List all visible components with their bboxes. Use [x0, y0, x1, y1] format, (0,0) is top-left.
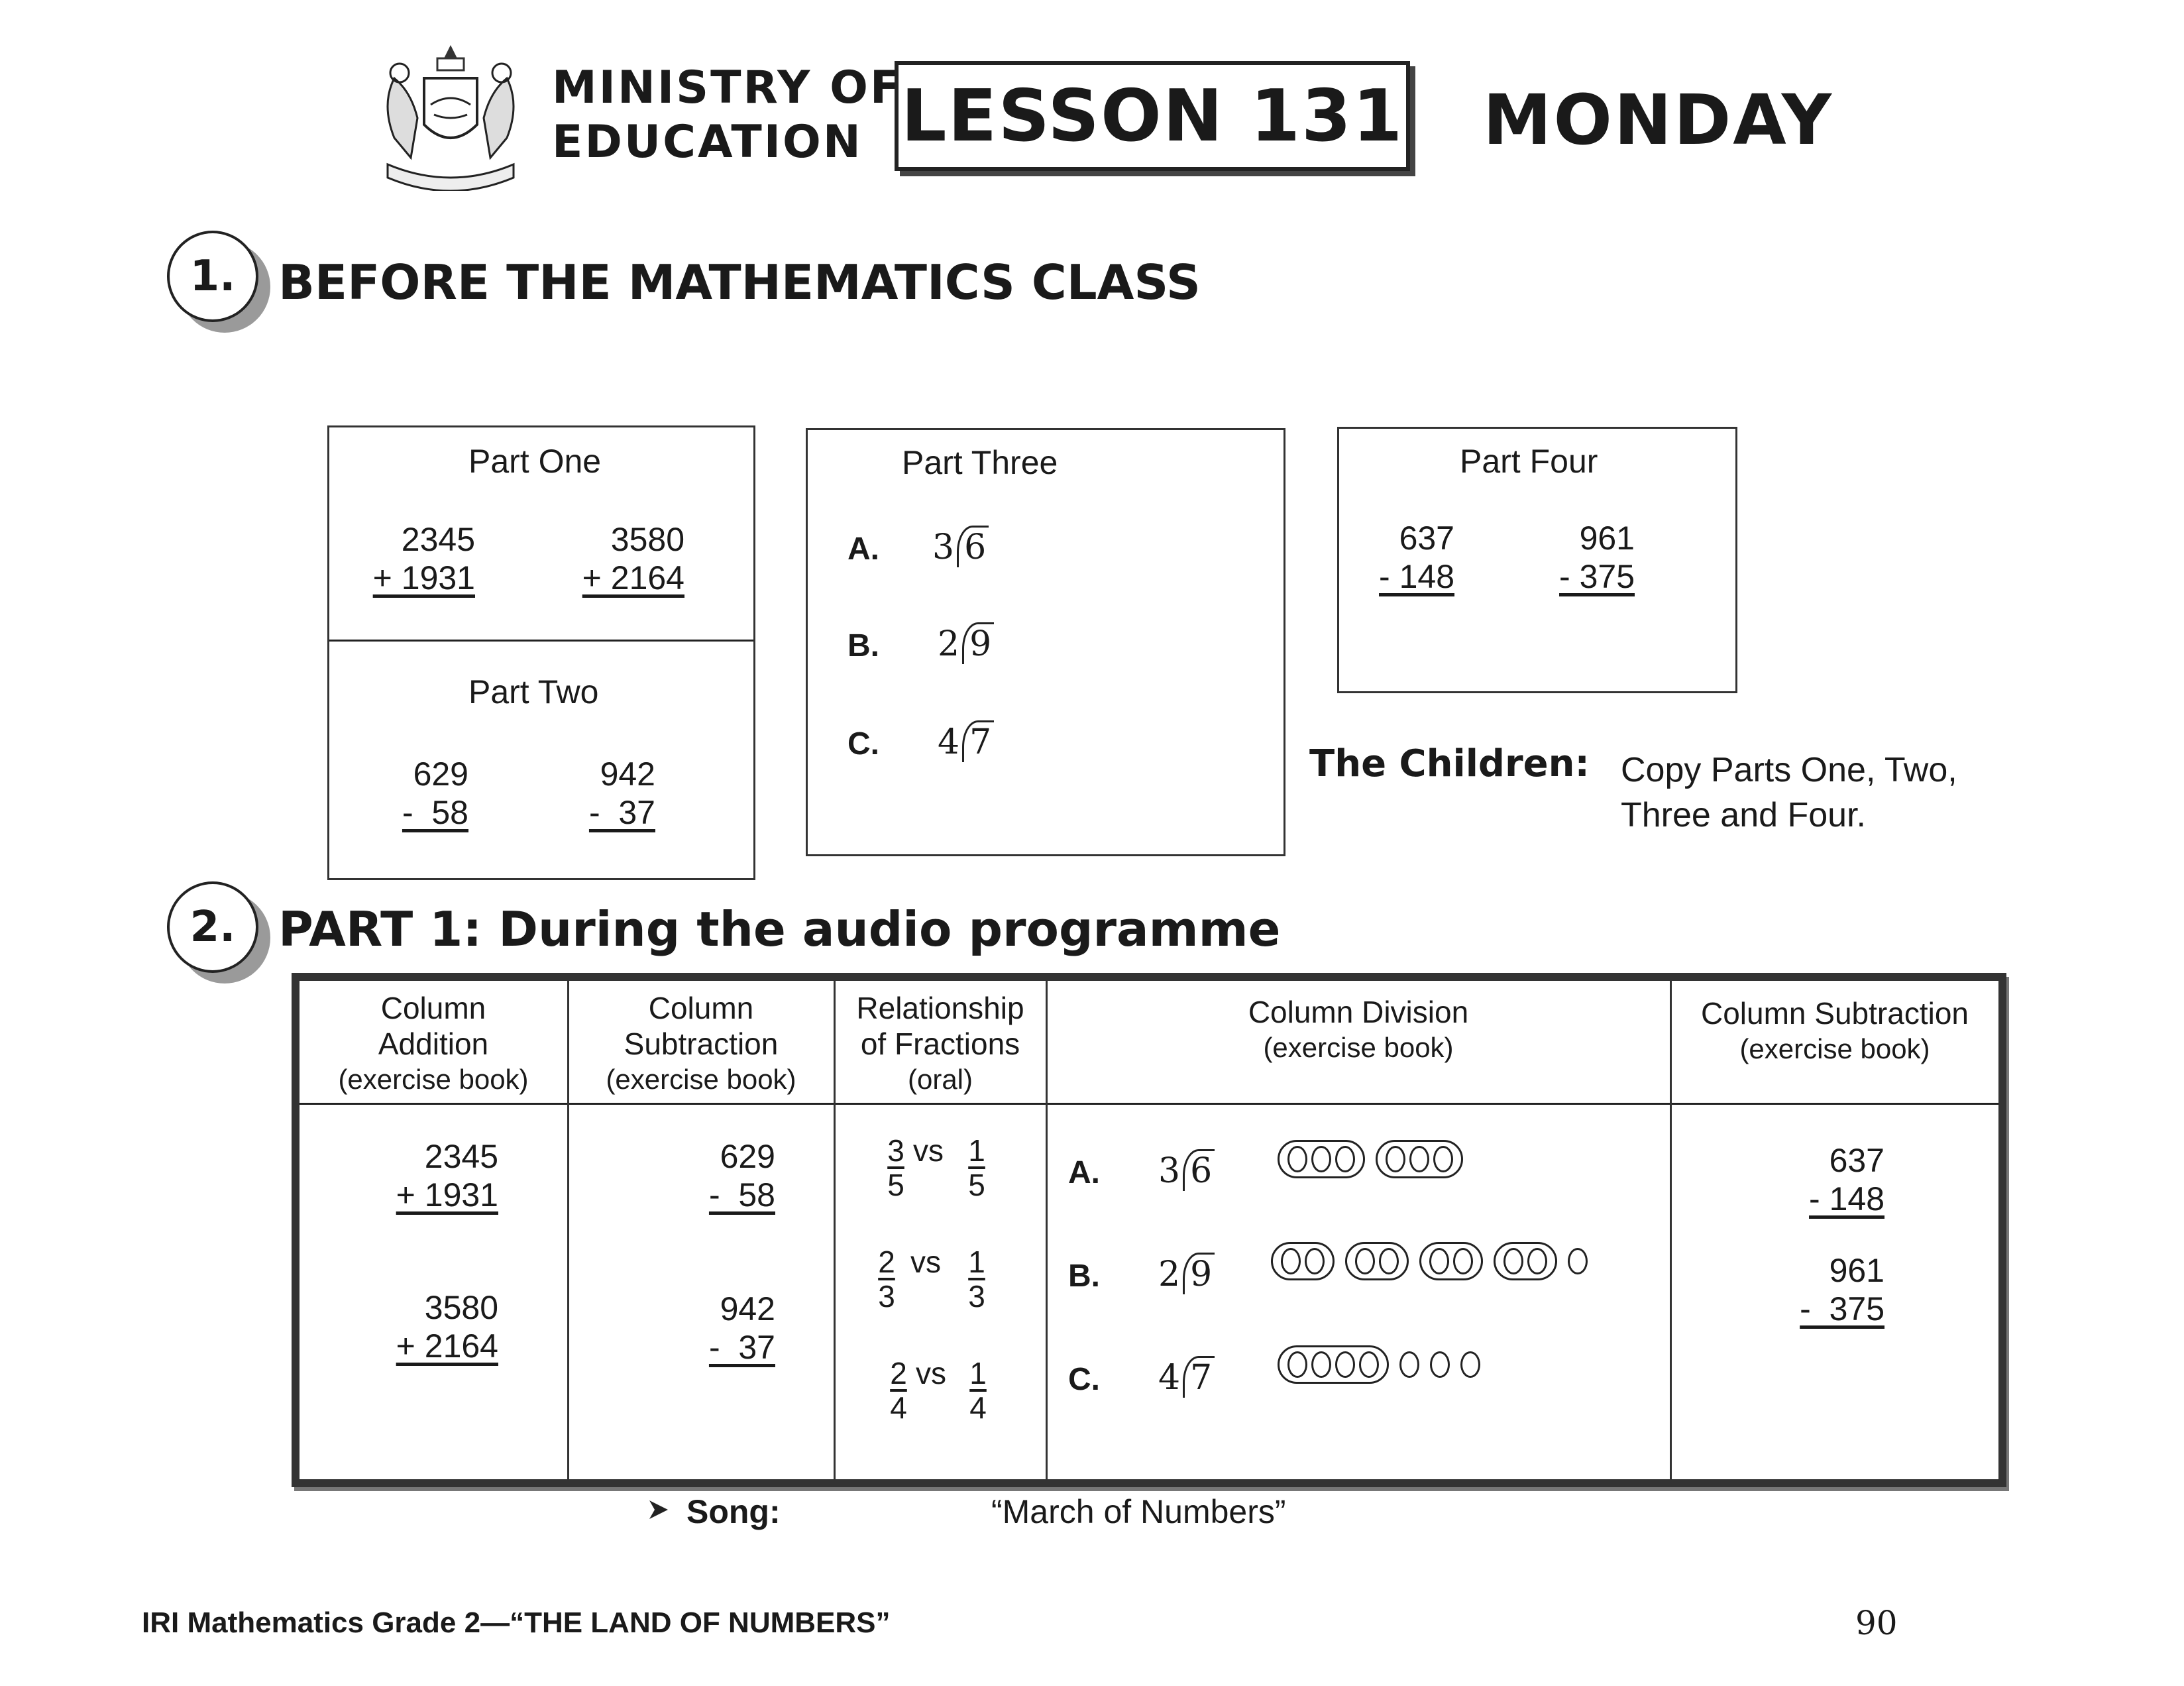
counter-ring: [1311, 1351, 1331, 1378]
lesson-day: MONDAY: [1483, 80, 1834, 160]
denominator: 4: [890, 1390, 907, 1425]
divisor: 2: [1158, 1255, 1181, 1294]
operand-top: 942: [600, 756, 655, 793]
children-instructions: [1621, 748, 1957, 838]
operand-bottom: - 375: [1559, 558, 1635, 595]
vs-label: vs: [916, 1356, 946, 1390]
division-label: C.: [847, 726, 879, 761]
division-problem-c: [1158, 1356, 1215, 1398]
counter-ring: [1527, 1248, 1547, 1274]
header-column-subtraction: [569, 990, 834, 1097]
vs-label: vs: [910, 1245, 941, 1279]
header-note: (exercise book): [606, 1064, 796, 1095]
counter-ring: [1409, 1146, 1429, 1172]
denominator: 4: [969, 1390, 987, 1425]
counter-ring: [1433, 1146, 1453, 1172]
counter-ring: [1453, 1248, 1473, 1274]
subtraction-problem-2: [709, 1290, 775, 1367]
operand-top: 961: [1829, 1252, 1884, 1289]
dividend: 6: [1183, 1149, 1215, 1191]
subtraction-problem-1: [709, 1137, 775, 1214]
header-line: Column Subtraction: [1701, 996, 1969, 1031]
part-four-problem-1: [1379, 519, 1454, 596]
lesson-title: LESSON 131: [901, 74, 1404, 158]
counter-group: [1494, 1242, 1557, 1280]
part-one-title: Part One: [468, 443, 602, 480]
division-problem-c: [938, 720, 994, 762]
ministry-name: [552, 61, 902, 170]
numerator: 1: [969, 1356, 987, 1390]
operand-top: 2345: [401, 521, 475, 558]
counter-ring: [1335, 1146, 1355, 1172]
header-line: Relationship: [856, 991, 1024, 1025]
counter-group: [1376, 1140, 1463, 1178]
header-line: Column Division: [1248, 995, 1469, 1029]
divider: [329, 640, 753, 642]
operand-top: 637: [1399, 520, 1454, 557]
header-line: Subtraction: [624, 1027, 779, 1061]
counter-group: [1345, 1242, 1409, 1280]
part-one-two-box: [327, 425, 755, 880]
header-line: Column: [648, 991, 754, 1025]
division-counters-c: [1278, 1345, 1480, 1384]
division-problem-b: [938, 622, 994, 664]
dividend: 9: [1183, 1253, 1215, 1294]
division-counters-a: [1278, 1140, 1463, 1178]
denominator: 3: [968, 1279, 985, 1314]
counter-ring: [1305, 1248, 1325, 1274]
operand-bottom: + 2164: [582, 559, 684, 596]
arrow-bullet-icon: [647, 1498, 671, 1522]
addition-problem-1: [396, 1137, 498, 1214]
counter-group: [1271, 1242, 1335, 1280]
header-line: Addition: [378, 1027, 489, 1061]
operand-bottom: + 1931: [372, 559, 475, 596]
counter-group: [1278, 1140, 1365, 1178]
header-note: (exercise book): [338, 1064, 529, 1095]
numerator: 2: [890, 1356, 907, 1390]
numerator: 1: [968, 1245, 985, 1279]
counter-ring: [1311, 1146, 1331, 1172]
operand-bottom: - 58: [402, 794, 468, 831]
dividend: 7: [962, 720, 994, 762]
division-counters-b: [1271, 1242, 1588, 1280]
dividend: 6: [957, 526, 989, 567]
header-line: Column: [380, 991, 486, 1025]
divisor: 4: [938, 722, 960, 762]
header-note: (oral): [907, 1064, 973, 1095]
division-label: C.: [1068, 1362, 1100, 1397]
song-title: “March of Numbers”: [991, 1493, 1286, 1530]
col-subtraction-problem-2: [1800, 1251, 1884, 1328]
operand-top: 629: [720, 1138, 775, 1175]
coat-of-arms-icon: [368, 32, 533, 191]
counter-ring: [1429, 1248, 1449, 1274]
header-divider: [300, 1103, 1998, 1105]
addition-problem-2: [396, 1288, 498, 1365]
numerator: 2: [878, 1245, 895, 1279]
denominator: 3: [878, 1279, 895, 1314]
part-four-box: [1337, 427, 1737, 693]
operand-top: 3580: [610, 521, 684, 558]
operand-bottom: - 148: [1809, 1180, 1884, 1217]
remainder-counter: [1430, 1351, 1450, 1378]
header-column-division: [1047, 994, 1670, 1066]
vs-label: vs: [913, 1133, 944, 1168]
operand-top: 2345: [424, 1138, 498, 1175]
part-two-title: Part Two: [468, 673, 599, 710]
numerator: 3: [887, 1133, 904, 1168]
header-line: of Fractions: [860, 1027, 1020, 1061]
audio-programme-table: [292, 973, 2006, 1487]
operand-top: 637: [1829, 1142, 1884, 1179]
denominator: 5: [887, 1168, 904, 1202]
division-label: B.: [1068, 1259, 1100, 1294]
header-note: (exercise book): [1739, 1033, 1930, 1064]
counter-ring: [1287, 1351, 1307, 1378]
children-text-line1: Copy Parts One, Two,: [1621, 751, 1957, 789]
col-subtraction-problem-1: [1809, 1141, 1884, 1218]
ministry-line2: EDUCATION: [552, 116, 863, 168]
counter-group: [1278, 1345, 1389, 1384]
numerator: 1: [968, 1133, 985, 1168]
counter-ring: [1379, 1248, 1399, 1274]
page-number: 90: [1855, 1604, 1898, 1642]
operand-bottom: - 58: [708, 1176, 775, 1213]
ministry-line1: MINISTRY OF: [552, 62, 903, 114]
counter-ring: [1335, 1351, 1355, 1378]
section-2-number: 2.: [167, 881, 258, 973]
part-three-title: Part Three: [902, 444, 1058, 481]
operand-bottom: - 37: [708, 1329, 775, 1366]
operand-bottom: - 37: [588, 794, 655, 831]
remainder-counter: [1568, 1248, 1588, 1274]
counter-ring: [1281, 1248, 1301, 1274]
song-label: Song:: [686, 1493, 781, 1530]
part-four-problem-2: [1559, 519, 1635, 596]
part-one-problem-2: [582, 520, 684, 597]
counter-ring: [1287, 1146, 1307, 1172]
operand-top: 3580: [424, 1289, 498, 1326]
children-label: The Children:: [1309, 742, 1590, 785]
divisor: 3: [1158, 1151, 1181, 1191]
operand-top: 942: [720, 1290, 775, 1327]
header-relationship-fractions: [835, 990, 1046, 1097]
section-2-title: PART 1: During the audio programme: [278, 901, 1281, 957]
division-problem-a: [1158, 1149, 1215, 1191]
remainder-counter: [1460, 1351, 1480, 1378]
children-text-line2: Three and Four.: [1621, 796, 1866, 834]
counter-ring: [1386, 1146, 1405, 1172]
dividend: 7: [1183, 1356, 1215, 1398]
counter-group: [1419, 1242, 1483, 1280]
counter-ring: [1359, 1351, 1379, 1378]
operand-bottom: - 375: [1800, 1290, 1884, 1327]
part-two-problem-1: [402, 755, 468, 832]
division-label: A.: [1068, 1155, 1100, 1190]
dividend: 9: [962, 622, 994, 664]
counter-ring: [1355, 1248, 1375, 1274]
operand-bottom: + 2164: [396, 1327, 498, 1365]
header-column-addition: [300, 990, 567, 1097]
division-label: B.: [847, 628, 879, 663]
divisor: 3: [932, 528, 955, 567]
operand-top: 961: [1579, 520, 1635, 557]
division-problem-a: [932, 526, 989, 567]
lesson-box: [895, 61, 1410, 171]
book-title-footer: IRI Mathematics Grade 2—“THE LAND OF NUMBERS”: [142, 1606, 891, 1639]
section-1-title: BEFORE THE MATHEMATICS CLASS: [278, 254, 1201, 310]
remainder-counter: [1399, 1351, 1419, 1378]
division-problem-b: [1158, 1253, 1215, 1294]
part-three-box: [806, 428, 1285, 856]
operand-top: 629: [413, 756, 468, 793]
section-1-number: 1.: [167, 231, 258, 322]
header-column-subtraction-2: [1671, 995, 1998, 1067]
counter-ring: [1503, 1248, 1523, 1274]
denominator: 5: [968, 1168, 985, 1202]
header-note: (exercise book): [1263, 1032, 1454, 1063]
divisor: 4: [1158, 1358, 1181, 1398]
operand-bottom: - 148: [1379, 558, 1454, 595]
part-four-title: Part Four: [1460, 443, 1598, 480]
divisor: 2: [938, 624, 960, 664]
part-one-problem-1: [373, 520, 475, 597]
operand-bottom: + 1931: [396, 1176, 498, 1213]
part-two-problem-2: [589, 755, 655, 832]
division-label: A.: [847, 532, 879, 567]
